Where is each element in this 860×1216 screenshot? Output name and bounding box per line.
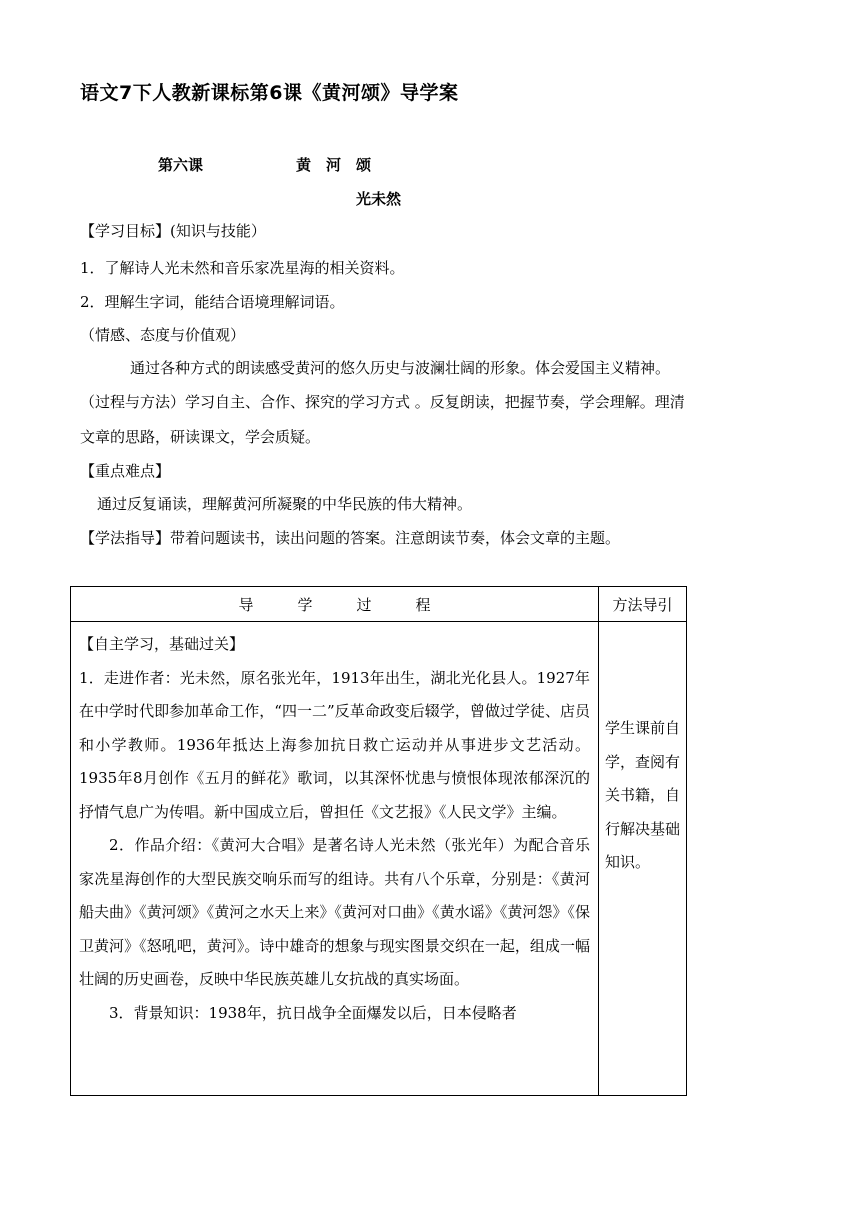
- table-header-process: [71, 587, 599, 622]
- background-paragraph: 3．背景知识：1938年，抗日战争全面爆发以后，日本侵略者: [109, 1003, 517, 1022]
- key-points-text: 通过反复诵读，理解黄河所凝聚的中华民族的伟大精神。: [97, 495, 473, 513]
- emotion-heading: （情感、态度与价值观）: [80, 326, 246, 344]
- section-heading: 【自主学习，基础过关】: [79, 635, 245, 653]
- objectives-heading: 【学习目标】(知识与技能）: [80, 222, 266, 240]
- process-cell: [71, 622, 599, 1096]
- process-line-1: （过程与方法）学习自主、合作、探究的学习方式 。反复朗读，把握节奏，学会理解。理清: [80, 393, 685, 411]
- lesson-label: 第六课: [158, 156, 204, 174]
- header-char: 学: [297, 595, 313, 614]
- lesson-title: 黄 河 颂: [296, 156, 372, 174]
- header-char: 过: [356, 595, 372, 614]
- work-intro-paragraph: 2．作品介绍：《黄河大合唱》是著名诗人光未然（张光年）为配合音乐家冼星海创作的大型民族交响乐而写的组诗。共有八个乐章，分别是：《黄河船夫曲》《黄河颂》《黄河之水天上来》《黄河对口曲》《黄水谣》《黄河怨》《保卫黄河》《怒吼吧，黄河》。诗中雄奇的想象与现实图景交织在一起，组成一幅壮阔的历史画卷，反映中华民族英雄儿女抗战的真实场面。: [79, 836, 590, 988]
- document-title: 语文7下人教新课标第6课《黄河颂》导学案: [80, 82, 459, 104]
- method-text: 【学法指导】带着问题读书，读出问题的答案。注意朗读节奏，体会文章的主题。: [80, 529, 621, 547]
- process-line-2: 文章的思路，研读课文，学会质疑。: [80, 428, 321, 446]
- method-note-cell: 学生课前自学，查阅有关书籍，自行解决基础知识。: [599, 622, 687, 1096]
- objective-item-2: 2．理解生字词，能结合语境理解词语。: [80, 293, 345, 311]
- emotion-text: 通过各种方式的朗读感受黄河的悠久历史与波澜壮阔的形象。体会爱国主义精神。: [130, 359, 671, 377]
- header-char: 导: [238, 595, 254, 614]
- author-name: 光未然: [356, 190, 402, 208]
- author-intro-paragraph: 1．走进作者：光未然，原名张光年，1913年出生，湖北光化县人。1927年在中学时代即参加革命工作，“四一二”反革命政变后辍学，曾做过学徒、店员和小学教师。1936年抵达上海参加抗日救亡运动并从事进步文艺活动。1935年8月创作《五月的鲜花》歌词，以其深怀忧患与愤恨体现浓郁深沉的抒情气息广为传唱。新中国成立后，曾担任《文艺报》《人民文学》主编。: [79, 668, 590, 821]
- study-process-table: [70, 586, 687, 1096]
- table-header-method: 方法导引: [599, 587, 687, 622]
- header-char: 程: [415, 595, 431, 614]
- key-points-heading: 【重点难点】: [80, 462, 171, 480]
- objective-item-1: 1．了解诗人光未然和音乐家冼星海的相关资料。: [80, 259, 405, 277]
